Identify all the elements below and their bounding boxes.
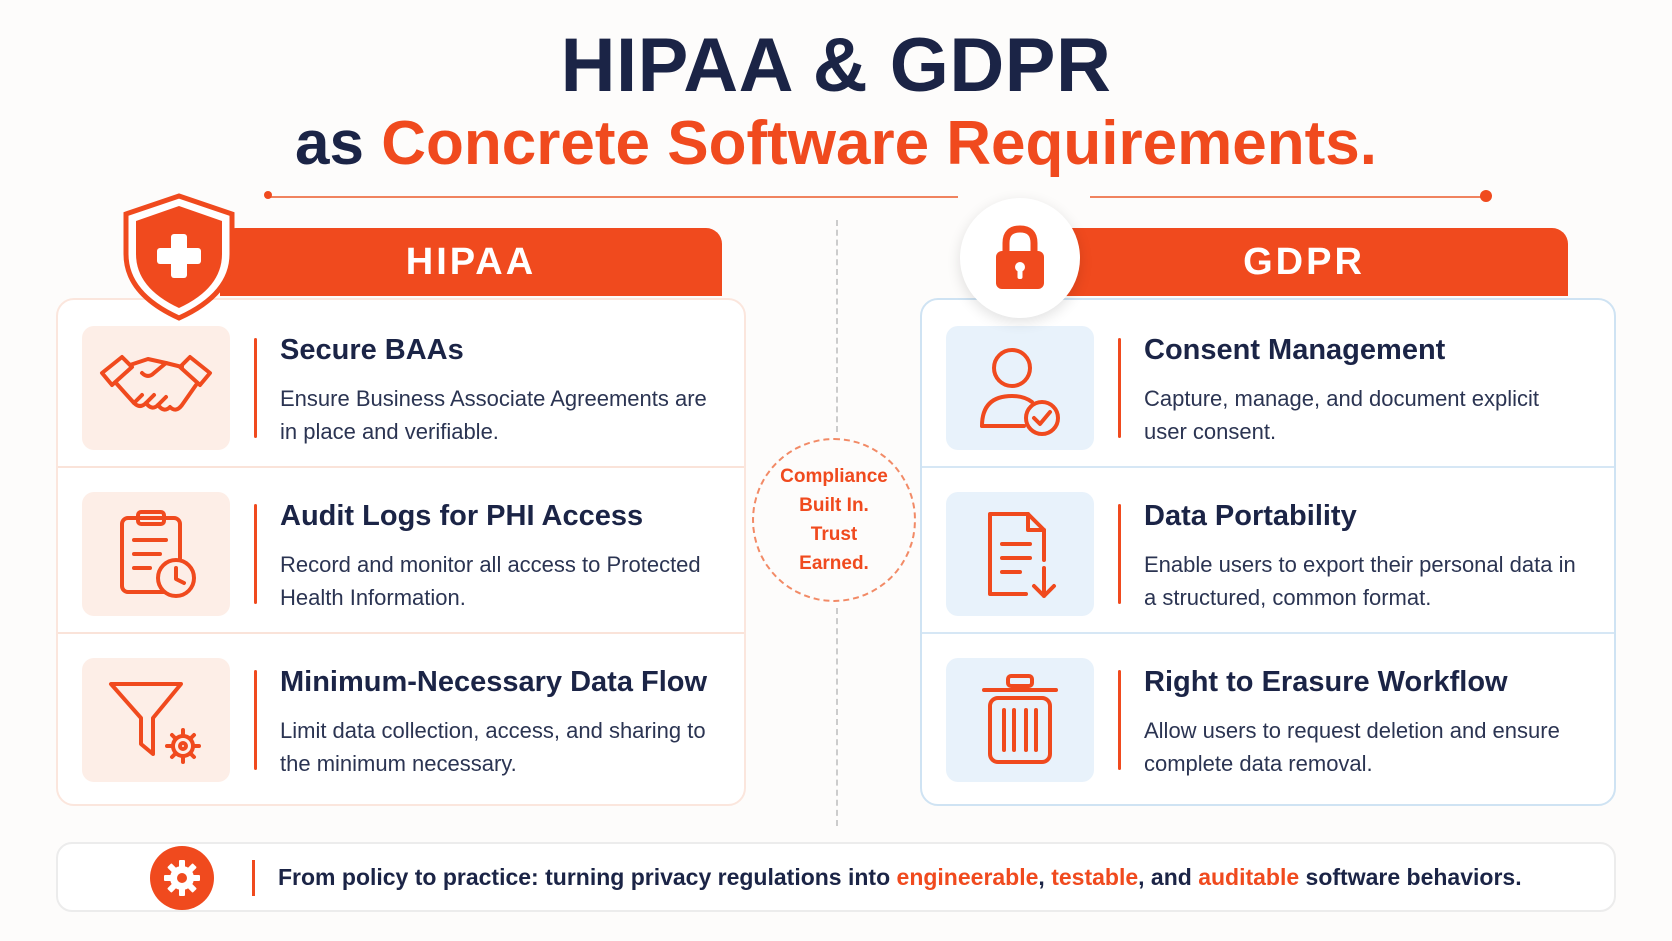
item-title: Consent Management: [1144, 334, 1446, 366]
gdpr-header-label: GDPR: [1243, 240, 1365, 283]
footer-text-part1: From policy to practice: turning privacy regulations into: [278, 864, 897, 890]
item-title: Right to Erasure Workflow: [1144, 666, 1508, 698]
hipaa-item-secure-baas: [58, 300, 744, 468]
subtitle-accent: Concrete Software Requirements.: [381, 109, 1377, 178]
document-export-icon: [970, 504, 1070, 604]
tagline-line-2: Built In.: [799, 495, 869, 516]
clipboard-clock-icon-box: [82, 492, 230, 616]
center-tagline: [752, 438, 916, 602]
footer-text-part3: , and: [1138, 864, 1199, 890]
row-accent-bar: [254, 670, 257, 770]
title-rule-left: [268, 196, 958, 198]
page-title: HIPAA & GDPR: [560, 23, 1112, 108]
document-export-icon-box: [946, 492, 1094, 616]
row-accent-bar: [254, 338, 257, 438]
footer-text-part4: software behaviors.: [1299, 864, 1522, 890]
footer-text: [278, 864, 1522, 891]
trash-icon-box: [946, 658, 1094, 782]
item-title: Data Portability: [1144, 500, 1357, 532]
footer-banner: [56, 842, 1616, 912]
row-accent-bar: [1118, 338, 1121, 438]
hipaa-item-minimum-necessary: [58, 632, 744, 798]
item-description: Ensure Business Associate Agreements are in place and verifiable.: [280, 386, 707, 444]
user-check-icon-box: [946, 326, 1094, 450]
gdpr-item-portability: [922, 466, 1614, 634]
handshake-icon: [96, 343, 216, 433]
gdpr-item-consent: [922, 300, 1614, 468]
gear-badge: [150, 846, 214, 910]
row-accent-bar: [1118, 670, 1121, 770]
item-description: Capture, manage, and document explicit user consent.: [1144, 386, 1540, 444]
rule-dot-left: [264, 191, 272, 199]
hipaa-header-label: HIPAA: [405, 240, 537, 283]
clipboard-clock-icon: [106, 504, 206, 604]
item-title: Audit Logs for PHI Access: [280, 500, 644, 532]
lock-icon: [990, 223, 1050, 293]
tagline-line-4: Earned.: [799, 553, 869, 574]
hipaa-item-audit-logs: [58, 466, 744, 634]
shield-plus-icon: [120, 192, 238, 322]
tagline-line-1: Compliance: [780, 466, 888, 487]
item-description: Allow users to request deletion and ensure complete data removal.: [1144, 718, 1560, 776]
funnel-gear-icon-box: [82, 658, 230, 782]
handshake-icon-box: [82, 326, 230, 450]
item-title: Secure BAAs: [280, 334, 464, 366]
funnel-gear-icon: [101, 670, 211, 770]
gdpr-panel: [920, 298, 1616, 806]
footer-highlight-engineerable: engineerable: [896, 864, 1039, 890]
lock-badge: [960, 198, 1080, 318]
row-accent-bar: [254, 504, 257, 604]
gdpr-item-erasure: [922, 632, 1614, 798]
item-description: Record and monitor all access to Protected Health Information.: [280, 552, 701, 610]
gear-icon: [162, 858, 202, 898]
page-subtitle: [0, 108, 1672, 179]
trash-icon: [970, 670, 1070, 770]
rule-dot-right: [1480, 190, 1492, 202]
footer-highlight-auditable: auditable: [1198, 864, 1300, 890]
hipaa-header: [220, 228, 722, 296]
user-check-icon: [970, 338, 1070, 438]
footer-text-part2: ,: [1038, 864, 1052, 890]
shield-badge: [120, 192, 238, 322]
footer-accent-bar: [252, 860, 255, 896]
row-accent-bar: [1118, 504, 1121, 604]
center-divider-bottom: [836, 608, 838, 826]
hipaa-panel: [56, 298, 746, 806]
item-description: Limit data collection, access, and sharing to the minimum necessary.: [280, 718, 706, 776]
item-title: Minimum-Necessary Data Flow: [280, 666, 708, 698]
title-rule-right: [1090, 196, 1484, 198]
footer-highlight-testable: testable: [1051, 864, 1139, 890]
tagline-line-3: Trust: [810, 524, 858, 545]
item-description: Enable users to export their personal data in a structured, common format.: [1144, 552, 1576, 610]
subtitle-prefix: as: [295, 109, 365, 178]
center-divider-top: [836, 220, 838, 432]
gdpr-header: [1040, 228, 1568, 296]
